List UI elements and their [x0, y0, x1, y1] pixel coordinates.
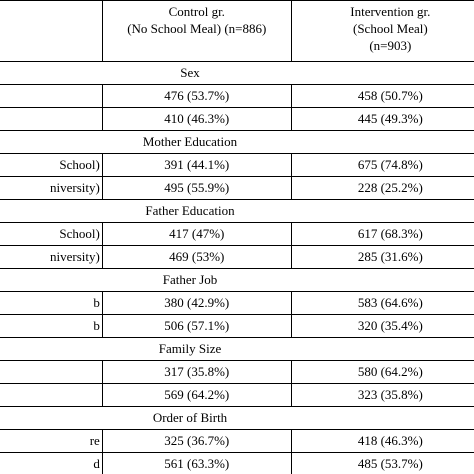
row-label: d [0, 453, 102, 474]
intervention-value: 485 (53.7%) [291, 453, 474, 474]
intervention-value: 320 (35.4%) [291, 315, 474, 338]
control-value: 469 (53%) [102, 246, 291, 269]
intervention-value: 580 (64.2%) [291, 361, 474, 384]
control-value: 410 (46.3%) [102, 108, 291, 131]
row-label [0, 384, 102, 407]
control-value: 569 (64.2%) [102, 384, 291, 407]
row-label: b [0, 292, 102, 315]
table-row [0, 453, 474, 474]
table-row [0, 154, 474, 177]
control-value: 506 (57.1%) [102, 315, 291, 338]
control-value: 417 (47%) [102, 223, 291, 246]
section-title: Order of Birth [0, 407, 474, 430]
table-row [0, 177, 474, 200]
row-label [0, 85, 102, 108]
intervention-value: 228 (25.2%) [291, 177, 474, 200]
table-row [0, 292, 474, 315]
intervention-value: 458 (50.7%) [291, 85, 474, 108]
row-label: niversity) [0, 246, 102, 269]
row-label: School) [0, 223, 102, 246]
control-value: 317 (35.8%) [102, 361, 291, 384]
table-row [0, 361, 474, 384]
row-label [0, 108, 102, 131]
control-group-subtitle: (No School Meal) (n=886) [127, 21, 267, 36]
header-intervention-group [291, 1, 474, 62]
intervention-group-subtitle: (School Meal) [352, 21, 428, 36]
section-title: Father Education [0, 200, 474, 223]
section-title: Father Job [0, 269, 474, 292]
row-label: b [0, 315, 102, 338]
section-row-order-of-birth [0, 407, 474, 430]
control-value: 476 (53.7%) [102, 85, 291, 108]
intervention-value: 583 (64.6%) [291, 292, 474, 315]
table-row [0, 246, 474, 269]
intervention-value: 323 (35.8%) [291, 384, 474, 407]
section-title: Sex [0, 62, 474, 85]
section-title: Family Size [0, 338, 474, 361]
intervention-value: 445 (49.3%) [291, 108, 474, 131]
row-label: niversity) [0, 177, 102, 200]
intervention-value: 418 (46.3%) [291, 430, 474, 453]
control-value: 380 (42.9%) [102, 292, 291, 315]
control-value: 495 (55.9%) [102, 177, 291, 200]
table-row [0, 85, 474, 108]
section-row-mother-education [0, 131, 474, 154]
header-label-cell [0, 1, 102, 62]
header-control-group [102, 1, 291, 62]
intervention-value: 285 (31.6%) [291, 246, 474, 269]
row-label: School) [0, 154, 102, 177]
table-header-row [0, 1, 474, 62]
section-row-father-education [0, 200, 474, 223]
section-row-father-job [0, 269, 474, 292]
table-row [0, 430, 474, 453]
section-row-sex [0, 62, 474, 85]
table-row [0, 315, 474, 338]
row-label [0, 361, 102, 384]
row-label: re [0, 430, 102, 453]
control-value: 325 (36.7%) [102, 430, 291, 453]
intervention-group-count: (n=903) [369, 38, 412, 53]
intervention-value: 675 (74.8%) [291, 154, 474, 177]
control-value: 561 (63.3%) [102, 453, 291, 474]
intervention-group-title: Intervention gr. [350, 4, 431, 19]
table-row [0, 108, 474, 131]
section-row-family-size [0, 338, 474, 361]
intervention-value: 617 (68.3%) [291, 223, 474, 246]
table-row [0, 384, 474, 407]
section-title: Mother Education [0, 131, 474, 154]
control-value: 391 (44.1%) [102, 154, 291, 177]
control-group-title: Control gr. [168, 4, 225, 19]
table-row [0, 223, 474, 246]
